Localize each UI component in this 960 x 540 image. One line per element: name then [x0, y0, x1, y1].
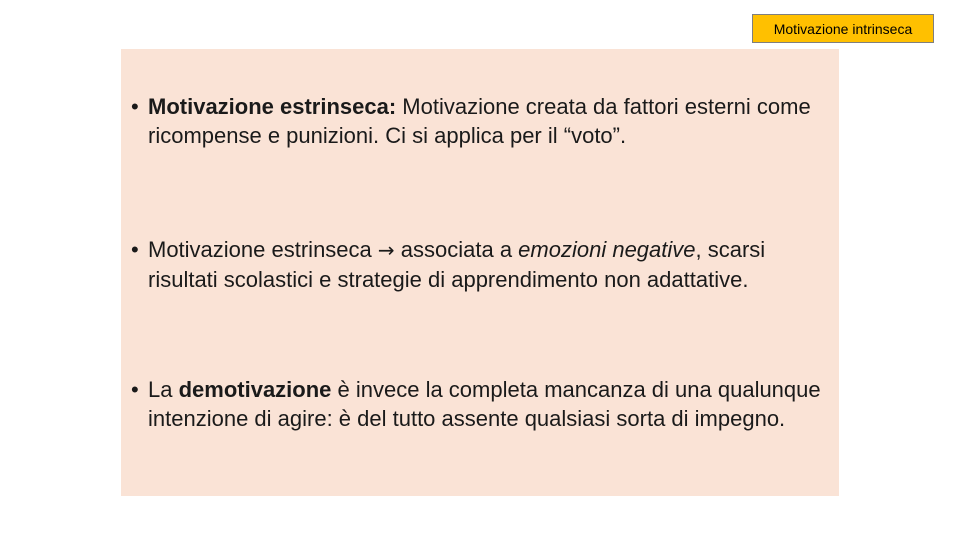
- arrow-icon: →: [377, 238, 395, 262]
- bullet-bold-lead: Motivazione estrinseca:: [148, 94, 397, 119]
- bullet-italic: emozioni negative: [518, 237, 696, 262]
- bullet-marker: •: [131, 237, 139, 262]
- bullet-extrinsic-definition: [131, 92, 838, 150]
- topic-tag: Motivazione intrinseca: [752, 14, 934, 43]
- bullet-lead: Motivazione estrinseca: [148, 237, 378, 262]
- bullet-marker: •: [131, 377, 139, 402]
- bullet-text: , scarsi risultati scolastici e strategie di apprendimento non adattative.: [148, 237, 766, 292]
- bullet-demotivation: [131, 375, 838, 433]
- bullet-marker: •: [131, 94, 139, 119]
- bullet-bold: demotivazione: [178, 377, 332, 402]
- bullet-text: Motivazione creata da fattori esterni come ricompense e punizioni. Ci si applica per il “voto”.: [148, 94, 811, 148]
- bullet-middle: associata a: [394, 237, 519, 262]
- bullet-extrinsic-effects: [131, 235, 838, 294]
- content-panel: [121, 49, 839, 496]
- bullet-text: è invece la completa mancanza di una qualunque intenzione di agire: è del tutto assente qualsiasi sorta di impegno.: [148, 377, 821, 431]
- bullet-lead: La: [148, 377, 179, 402]
